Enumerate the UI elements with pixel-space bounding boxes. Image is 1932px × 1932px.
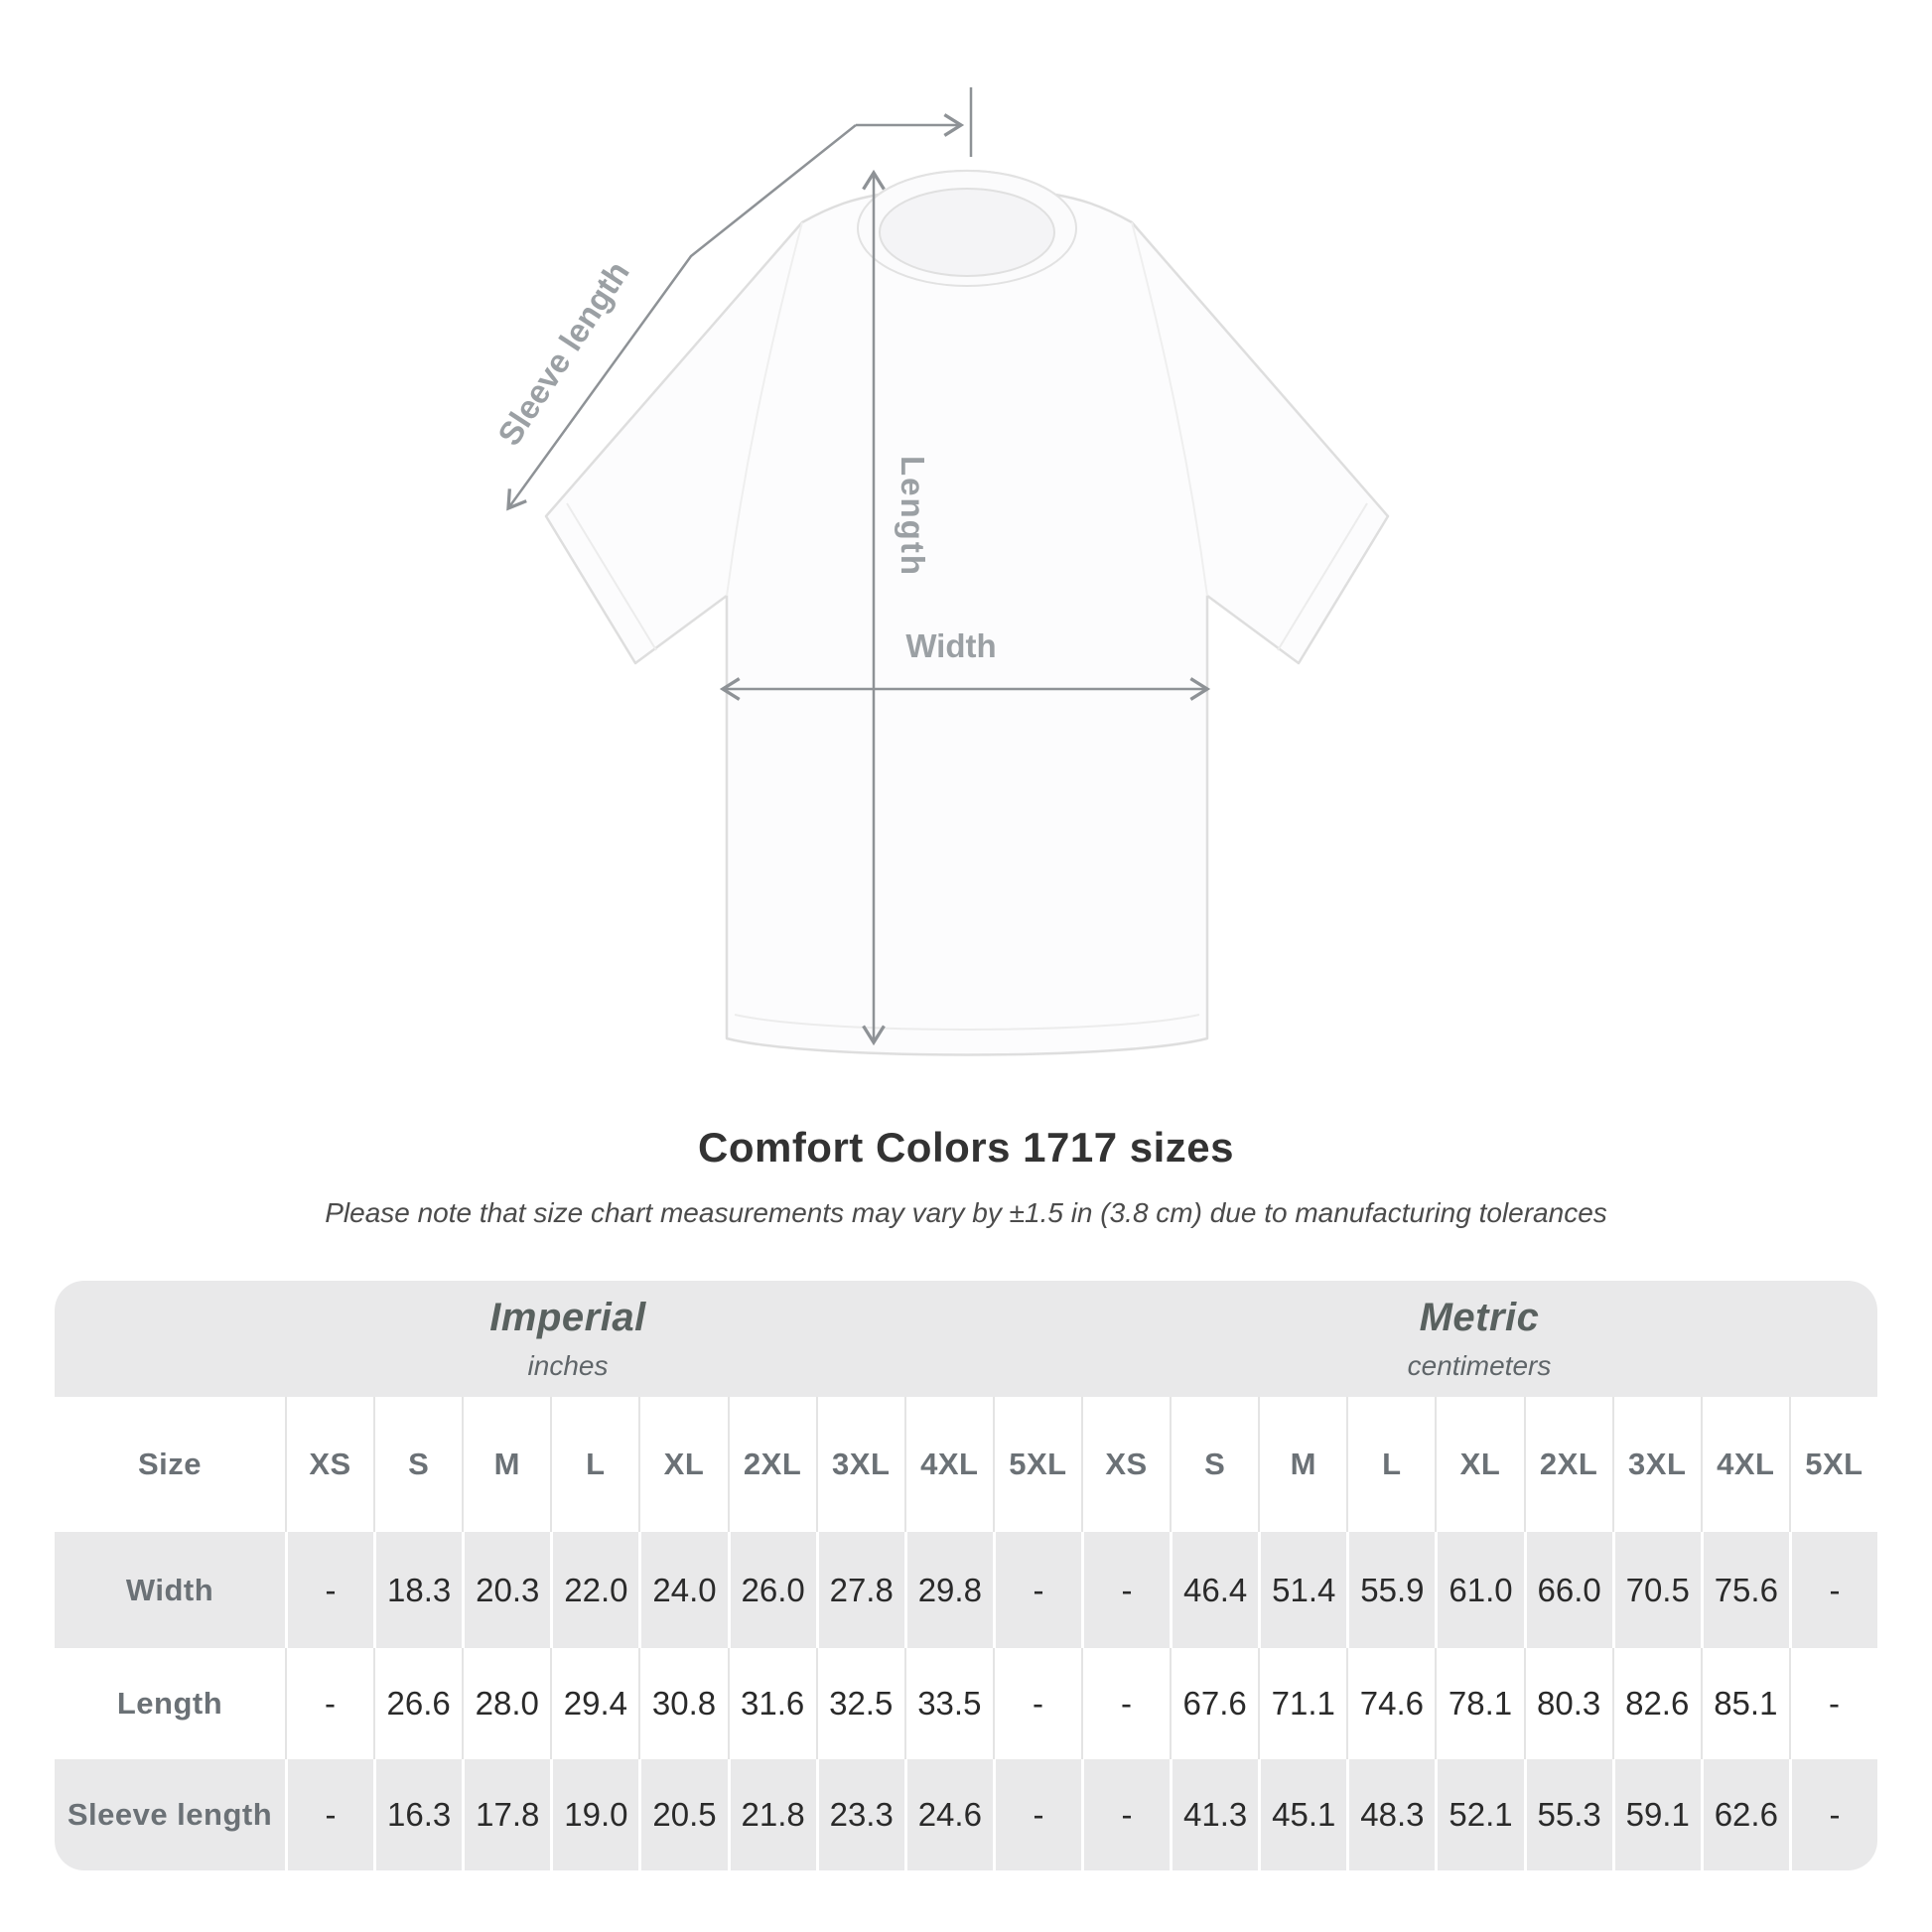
value-cell: 29.4 <box>550 1648 638 1759</box>
sleeve-length-row <box>55 1759 1877 1870</box>
size-header-cell: M <box>462 1397 550 1532</box>
size-header-cell: S <box>373 1397 462 1532</box>
value-cell: 70.5 <box>1612 1532 1701 1648</box>
value-cell: 23.3 <box>816 1759 904 1870</box>
size-column-header: Size <box>55 1397 285 1532</box>
size-header-cell: 4XL <box>904 1397 993 1532</box>
value-cell: 46.4 <box>1170 1532 1258 1648</box>
value-cell: 41.3 <box>1170 1759 1258 1870</box>
size-table <box>55 1281 1877 1870</box>
value-cell: 27.8 <box>816 1532 904 1648</box>
value-cell: 22.0 <box>550 1532 638 1648</box>
size-header-cell: M <box>1258 1397 1346 1532</box>
value-cell: - <box>1789 1648 1877 1759</box>
value-cell: 16.3 <box>373 1759 462 1870</box>
size-header-cell: L <box>550 1397 638 1532</box>
value-cell: 29.8 <box>904 1532 993 1648</box>
value-cell: - <box>1081 1648 1170 1759</box>
sleeve-length-label: Sleeve length <box>489 254 636 453</box>
value-cell: 51.4 <box>1258 1532 1346 1648</box>
value-cell: 45.1 <box>1258 1759 1346 1870</box>
value-cell: 74.6 <box>1346 1648 1435 1759</box>
value-cell: 31.6 <box>728 1648 816 1759</box>
tshirt-image <box>546 171 1388 1055</box>
metric-label: Metric <box>1419 1296 1540 1339</box>
value-cell: 32.5 <box>816 1648 904 1759</box>
value-cell: 75.6 <box>1701 1532 1789 1648</box>
size-header-cell: L <box>1346 1397 1435 1532</box>
row-label: Sleeve length <box>55 1759 285 1870</box>
value-cell: 19.0 <box>550 1759 638 1870</box>
value-cell: 28.0 <box>462 1648 550 1759</box>
value-cell: - <box>993 1532 1081 1648</box>
collar-opening <box>880 189 1054 276</box>
value-cell: 24.0 <box>638 1532 727 1648</box>
value-cell: - <box>993 1759 1081 1870</box>
length-row <box>55 1648 1877 1759</box>
value-cell: 82.6 <box>1612 1648 1701 1759</box>
size-header-cell: 2XL <box>1524 1397 1612 1532</box>
size-header-cell: XS <box>285 1397 373 1532</box>
value-cell: - <box>285 1648 373 1759</box>
value-cell: 17.8 <box>462 1759 550 1870</box>
size-header-cell: 3XL <box>816 1397 904 1532</box>
page-title: Comfort Colors 1717 sizes <box>697 1124 1234 1171</box>
value-cell: 21.8 <box>728 1759 816 1870</box>
size-header-cell: 2XL <box>728 1397 816 1532</box>
value-cell: - <box>993 1648 1081 1759</box>
value-cell: 62.6 <box>1701 1759 1789 1870</box>
row-label: Length <box>55 1648 285 1759</box>
length-label: Length <box>895 456 931 577</box>
value-cell: 67.6 <box>1170 1648 1258 1759</box>
value-cell: 80.3 <box>1524 1648 1612 1759</box>
value-cell: - <box>1789 1532 1877 1648</box>
value-cell: 78.1 <box>1435 1648 1523 1759</box>
value-cell: 85.1 <box>1701 1648 1789 1759</box>
tolerance-note: Please note that size chart measurements may vary by ±1.5 in (3.8 cm) due to manufacturing tolerances <box>325 1197 1607 1228</box>
size-header-cell: 3XL <box>1612 1397 1701 1532</box>
size-header-cell: 5XL <box>993 1397 1081 1532</box>
value-cell: 20.3 <box>462 1532 550 1648</box>
size-header-row <box>55 1397 1877 1532</box>
value-cell: - <box>1789 1759 1877 1870</box>
size-header-cell: 5XL <box>1789 1397 1877 1532</box>
value-cell: 55.9 <box>1346 1532 1435 1648</box>
value-cell: 24.6 <box>904 1759 993 1870</box>
value-cell: 20.5 <box>638 1759 727 1870</box>
value-cell: 59.1 <box>1612 1759 1701 1870</box>
value-cell: 66.0 <box>1524 1532 1612 1648</box>
value-cell: 26.6 <box>373 1648 462 1759</box>
value-cell: 33.5 <box>904 1648 993 1759</box>
value-cell: 55.3 <box>1524 1759 1612 1870</box>
size-header-cell: 4XL <box>1701 1397 1789 1532</box>
value-cell: 48.3 <box>1346 1759 1435 1870</box>
metric-header <box>1081 1281 1877 1397</box>
value-cell: 52.1 <box>1435 1759 1523 1870</box>
tshirt-silhouette <box>546 171 1388 1054</box>
value-cell: 30.8 <box>638 1648 727 1759</box>
value-cell: - <box>1081 1759 1170 1870</box>
value-cell: - <box>1081 1532 1170 1648</box>
size-header-cell: XL <box>638 1397 727 1532</box>
imperial-header <box>55 1281 1081 1397</box>
centimeters-label: centimeters <box>1407 1350 1552 1381</box>
width-label: Width <box>905 627 997 664</box>
value-cell: 61.0 <box>1435 1532 1523 1648</box>
size-header-cell: XS <box>1081 1397 1170 1532</box>
size-header-cell: XL <box>1435 1397 1523 1532</box>
value-cell: 71.1 <box>1258 1648 1346 1759</box>
inches-label: inches <box>527 1350 609 1381</box>
value-cell: - <box>285 1532 373 1648</box>
row-label: Width <box>55 1532 285 1648</box>
size-header-cell: S <box>1170 1397 1258 1532</box>
value-cell: 18.3 <box>373 1532 462 1648</box>
value-cell: - <box>285 1759 373 1870</box>
imperial-label: Imperial <box>489 1296 646 1339</box>
value-cell: 26.0 <box>728 1532 816 1648</box>
unit-header-row <box>55 1281 1877 1397</box>
width-row <box>55 1532 1877 1648</box>
